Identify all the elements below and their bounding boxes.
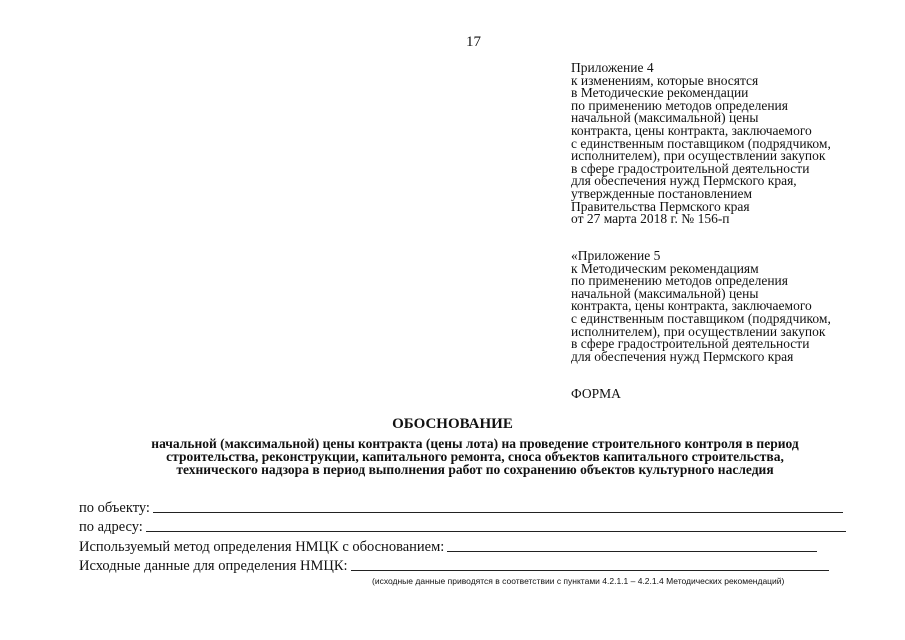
appendix-5-header: [571, 250, 891, 363]
appendix-4-line: Правительства Пермского края: [571, 198, 750, 214]
appendix-4-line: для обеспечения нужд Пермского края,: [571, 173, 797, 189]
appendix-5-line: по применению методов определения: [571, 273, 788, 289]
appendix-5-line: исполнителем), при осуществлении закупок: [571, 323, 826, 339]
method-field: [79, 538, 817, 556]
object-fill-line[interactable]: [153, 511, 843, 513]
subtitle-line: технического надзора в период выполнения работ по сохранению объектов культурного наследия: [176, 462, 774, 477]
appendix-4-line: по применению методов определения: [571, 97, 788, 113]
document-subtitle: [40, 437, 905, 476]
address-field: [79, 518, 846, 536]
document-title: ОБОСНОВАНИЕ: [392, 416, 513, 432]
object-field: [79, 499, 843, 517]
appendix-4-line: к изменениям, которые вносятся: [571, 72, 759, 88]
appendix-5-line: для обеспечения нужд Пермского края: [571, 348, 794, 364]
subtitle-line: строительства, реконструкции, капитального ремонта, сноса объектов капитального строительства,: [166, 449, 784, 464]
appendix-4-line: исполнителем), при осуществлении закупок: [571, 148, 826, 164]
appendix-4-line: с единственным поставщиком (подрядчиком,: [571, 135, 831, 151]
appendix-5-line: «Приложение 5: [571, 248, 661, 263]
appendix-5-line: к Методическим рекомендациям: [571, 260, 759, 276]
address-fill-line[interactable]: [146, 530, 846, 532]
appendix-4-line: Приложение 4: [571, 60, 654, 75]
appendix-4-line: утвержденные постановлением: [571, 185, 753, 201]
object-label: по объекту:: [79, 500, 150, 516]
source-data-note: (исходные данные приводятся в соответствии с пунктами 4.2.1.1 – 4.2.1.4 Методических рекомендаций): [372, 576, 785, 586]
appendix-4-line: начальной (максимальной) цены: [571, 110, 759, 126]
page-number: 17: [466, 34, 481, 50]
source-data-field: [79, 557, 829, 575]
appendix-4-line: в Методические рекомендации: [571, 85, 749, 101]
form-label: ФОРМА: [571, 386, 621, 401]
method-fill-line[interactable]: [447, 550, 817, 552]
appendix-4-header: [571, 62, 891, 226]
source-data-fill-line[interactable]: [351, 569, 829, 571]
appendix-4-line: от 27 марта 2018 г. № 156-п: [571, 211, 730, 227]
appendix-5-line: начальной (максимальной) цены: [571, 285, 759, 301]
address-label: по адресу:: [79, 519, 143, 535]
appendix-5-line: в сфере градостроительной деятельности: [571, 336, 810, 352]
source-data-label: Исходные данные для определения НМЦК:: [79, 558, 348, 574]
appendix-4-line: контракта, цены контракта, заключаемого: [571, 122, 812, 138]
method-label: Используемый метод определения НМЦК с обоснованием:: [79, 539, 445, 555]
appendix-4-line: в сфере градостроительной деятельности: [571, 160, 810, 176]
appendix-5-line: с единственным поставщиком (подрядчиком,: [571, 310, 831, 326]
appendix-5-line: контракта, цены контракта, заключаемого: [571, 298, 812, 314]
subtitle-line: начальной (максимальной) цены контракта (цены лота) на проведение строительного контроля в период: [151, 436, 799, 451]
